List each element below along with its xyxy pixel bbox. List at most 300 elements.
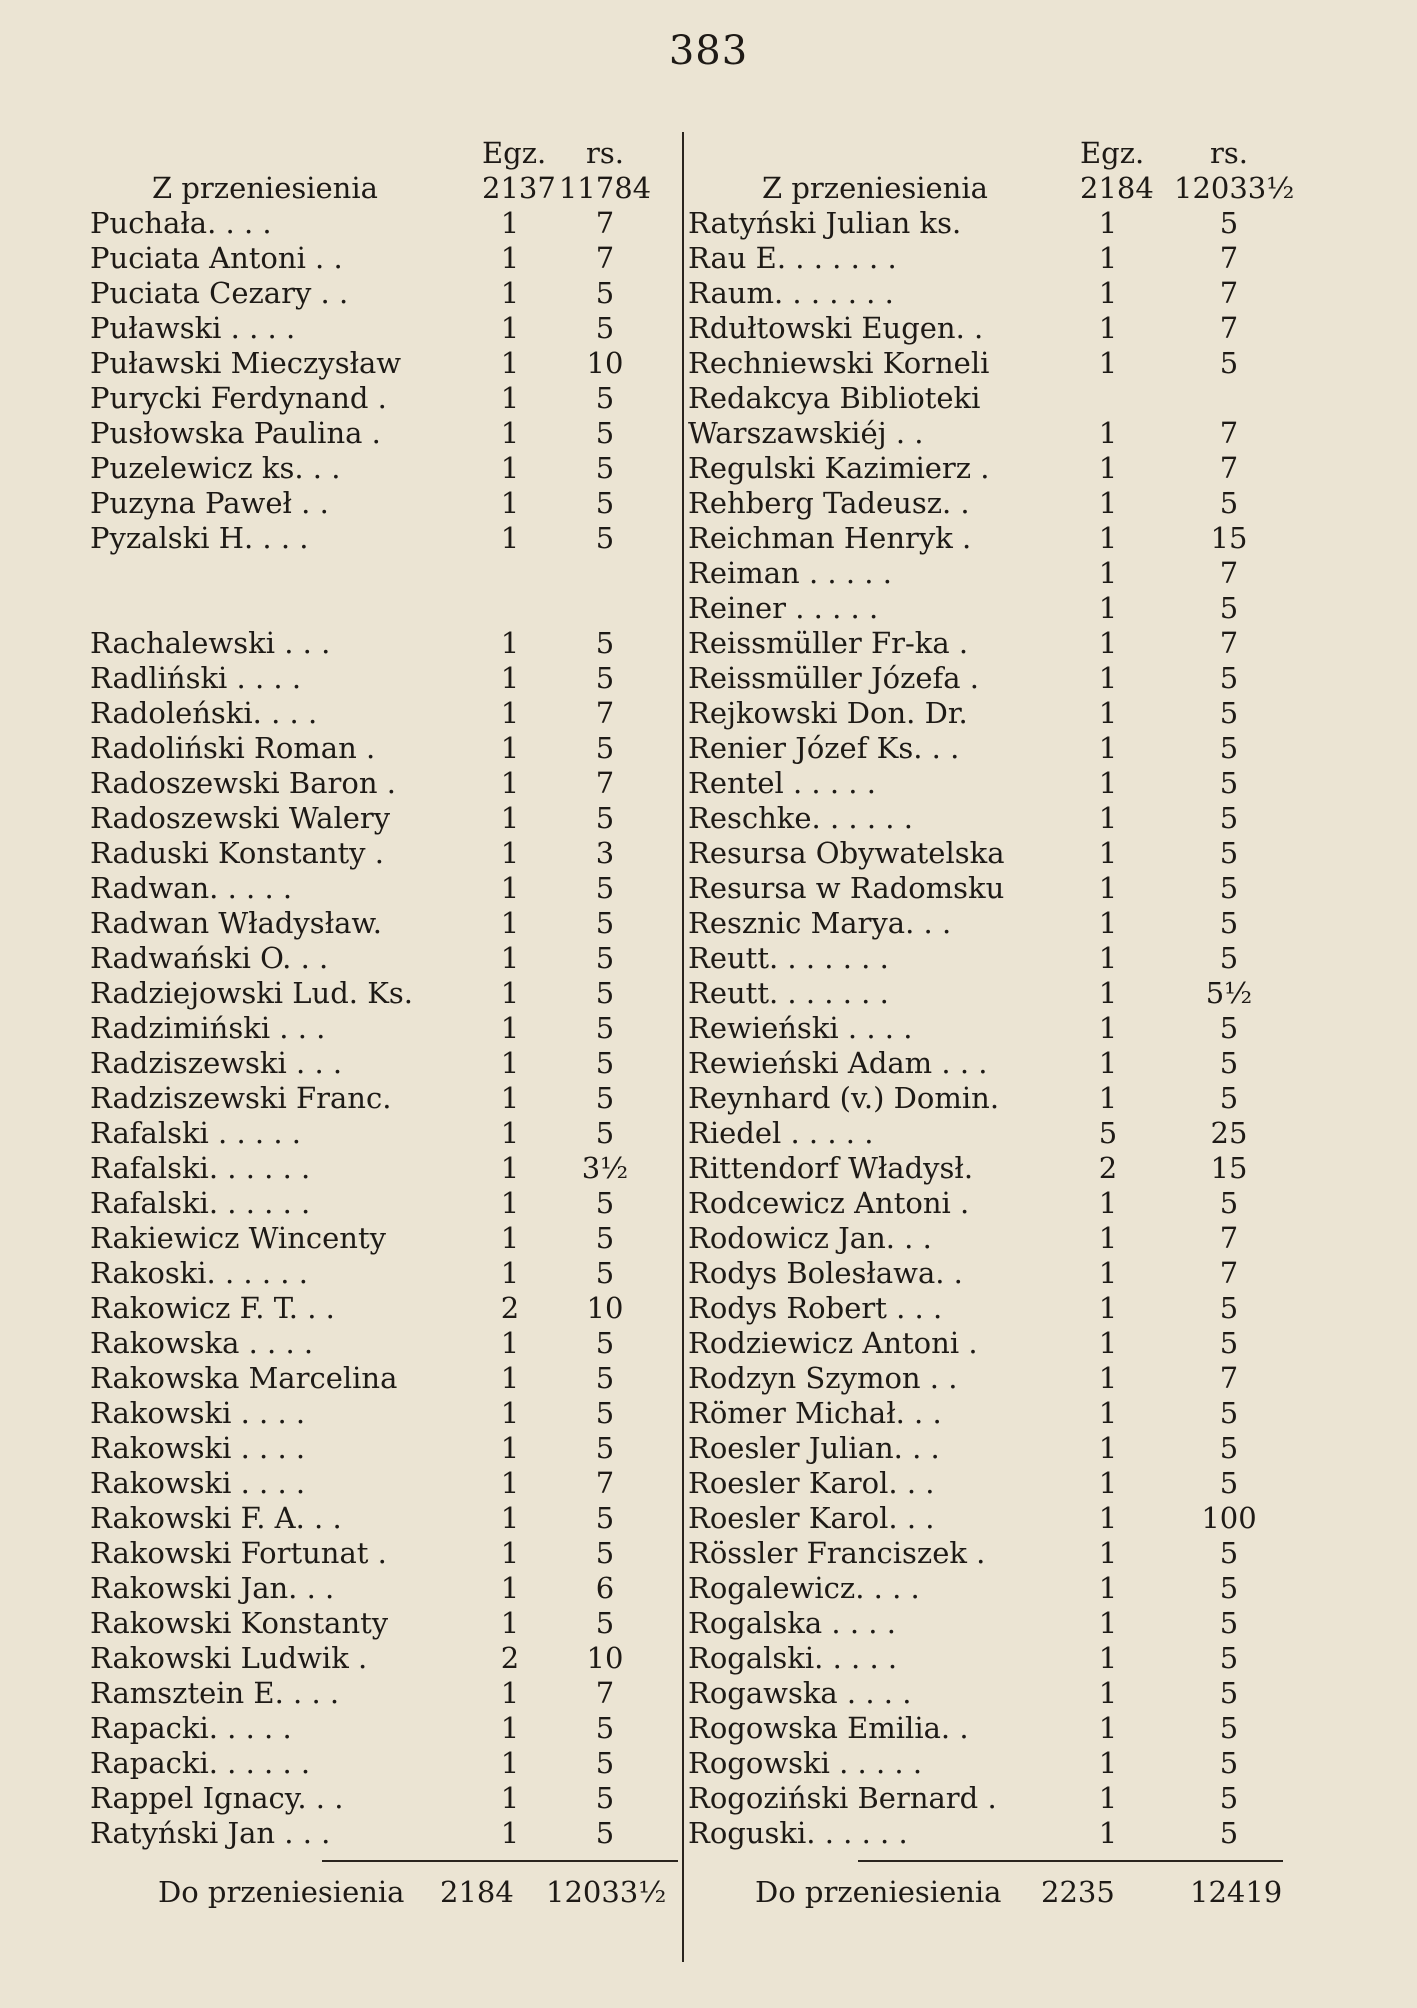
entry-rs: 5: [595, 661, 615, 695]
entry-name: Resursa Obywatelska: [688, 836, 1005, 870]
entry-name: Rapacki. . . . .: [90, 1711, 292, 1745]
entry-egz: 1: [1098, 1256, 1118, 1290]
entry-rs: 5½: [1205, 976, 1253, 1010]
entry-egz: 1: [500, 1746, 520, 1780]
entry-name: Rössler Franciszek .: [688, 1536, 986, 1570]
entry-rs: 6: [595, 1571, 615, 1605]
entry-egz: 1: [500, 1256, 520, 1290]
entry-rs: 5: [595, 1711, 615, 1745]
entry-name: Rakowski . . . .: [90, 1431, 306, 1465]
entry-name: Reichman Henryk .: [688, 521, 972, 555]
entry-rs: 5: [595, 311, 615, 345]
list-item: [90, 381, 675, 416]
entry-egz: 1: [500, 1571, 520, 1605]
list-item: [90, 836, 675, 871]
entry-name: Radwan Władysław.: [90, 906, 382, 940]
entry-name: Rogawska . . . .: [688, 1676, 912, 1710]
entry-egz: 1: [1098, 206, 1118, 240]
entry-rs: 7: [595, 241, 615, 275]
entry-rs: 5: [595, 626, 615, 660]
carry-out-label: Do przeniesienia: [755, 1875, 1002, 1909]
entry-egz: 1: [500, 1186, 520, 1220]
list-item: [688, 1746, 1284, 1781]
entry-rs: 5: [1219, 1711, 1239, 1745]
list-item: [90, 1396, 675, 1431]
column-header: [90, 136, 675, 171]
entry-rs: 5: [595, 731, 615, 765]
entry-egz: 1: [500, 1396, 520, 1430]
list-item: [688, 1711, 1284, 1746]
entry-rs: 5: [595, 276, 615, 310]
list-item: [688, 661, 1284, 696]
entry-name: Rakowicz F. T. . .: [90, 1291, 335, 1325]
entry-egz: 1: [1098, 1676, 1118, 1710]
list-item: [688, 1816, 1284, 1851]
entry-egz: 1: [500, 1046, 520, 1080]
entry-name: Rogalski. . . . .: [688, 1641, 898, 1675]
entry-egz: 1: [1098, 1326, 1118, 1360]
list-item: [688, 941, 1284, 976]
list-item: [90, 241, 675, 276]
entry-egz: 1: [500, 1361, 520, 1395]
list-item: [688, 766, 1284, 801]
list-item: [90, 591, 675, 626]
list-item: [90, 1816, 675, 1851]
entry-egz: 1: [500, 801, 520, 835]
entry-egz: 1: [1098, 311, 1118, 345]
list-item: [90, 1186, 675, 1221]
entry-rs: 5: [595, 1081, 615, 1115]
entry-name: Radwański O. . .: [90, 941, 329, 975]
entry-egz: 1: [1098, 1431, 1118, 1465]
list-item: [688, 1466, 1284, 1501]
entry-rs: 15: [1210, 1151, 1248, 1185]
entry-rs: 5: [1219, 1781, 1239, 1815]
entry-rs: 5: [1219, 1396, 1239, 1430]
entry-rs: 5: [595, 451, 615, 485]
total-rule-right: [858, 1860, 1283, 1862]
list-item: [90, 731, 675, 766]
list-item: [688, 871, 1284, 906]
entry-rs: 5: [1219, 1676, 1239, 1710]
entry-name: Resznic Marya. . .: [688, 906, 952, 940]
list-item: [688, 801, 1284, 836]
list-item: [688, 1641, 1284, 1676]
list-item: [90, 486, 675, 521]
entry-rs: 5: [1219, 346, 1239, 380]
entry-egz: 1: [500, 941, 520, 975]
entry-name: Rakowski . . . .: [90, 1466, 306, 1500]
entry-egz: 1: [500, 871, 520, 905]
entry-egz: 1: [500, 1011, 520, 1045]
entry-rs: 7: [1219, 451, 1239, 485]
entry-egz: 1: [1098, 836, 1118, 870]
entry-name: Radoszewski Walery: [90, 801, 391, 835]
entry-rs: 5: [595, 1536, 615, 1570]
list-item: [90, 1081, 675, 1116]
entry-egz: 1: [1098, 1606, 1118, 1640]
list-item: [688, 1571, 1284, 1606]
entry-rs: 5: [1219, 1186, 1239, 1220]
entry-name: Puzyna Paweł . .: [90, 486, 329, 520]
list-item: [90, 1151, 675, 1186]
column-header: [688, 136, 1284, 171]
entry-rs: 5: [1219, 1606, 1239, 1640]
entry-egz: 1: [1098, 1221, 1118, 1255]
entry-rs: 5: [595, 1116, 615, 1150]
entry-egz: 1: [500, 1676, 520, 1710]
entry-name: Rakowska . . . .: [90, 1326, 314, 1360]
list-item: [688, 1676, 1284, 1711]
entry-rs: 5: [1219, 1571, 1239, 1605]
entry-rs: 5: [1219, 1326, 1239, 1360]
entry-name: Ratyński Julian ks.: [688, 206, 962, 240]
list-item: [90, 1676, 675, 1711]
entry-egz: 1: [500, 731, 520, 765]
entry-rs: 7: [595, 206, 615, 240]
entry-egz: 1: [1098, 1501, 1118, 1535]
entry-rs: 7: [595, 1466, 615, 1500]
list-item: [688, 241, 1284, 276]
list-item: [90, 1326, 675, 1361]
entry-egz: 1: [500, 276, 520, 310]
entry-name: Rittendorf Władysł.: [688, 1151, 974, 1185]
total-rule-left: [322, 1860, 678, 1862]
entry-egz: 1: [500, 836, 520, 870]
list-item: [688, 1501, 1284, 1536]
entry-name: Rodowicz Jan. . .: [688, 1221, 932, 1255]
entry-name: Puciata Antoni . .: [90, 241, 343, 275]
entry-rs: 7: [1219, 556, 1239, 590]
entry-name: Purycki Ferdynand .: [90, 381, 387, 415]
carry-out-egz: 2184: [440, 1875, 514, 1909]
entry-name: Roesler Karol. . .: [688, 1501, 935, 1535]
entry-rs: 5: [595, 1256, 615, 1290]
entry-name: Rafalski . . . . .: [90, 1116, 302, 1150]
entry-egz: 1: [500, 241, 520, 275]
list-item: [688, 1081, 1284, 1116]
list-item: [90, 1781, 675, 1816]
list-item: [688, 451, 1284, 486]
entry-name: Rodziewicz Antoni .: [688, 1326, 978, 1360]
list-item: [90, 801, 675, 836]
entry-egz: 1: [500, 1816, 520, 1850]
list-item: [90, 1256, 675, 1291]
entry-name: Rachalewski . . .: [90, 626, 331, 660]
entry-rs: 5: [1219, 941, 1239, 975]
entry-name: Rogowska Emilia. .: [688, 1711, 969, 1745]
list-item: [90, 1221, 675, 1256]
entry-rs: 5: [595, 871, 615, 905]
entry-rs: 5: [595, 1326, 615, 1360]
list-item: [90, 1046, 675, 1081]
entry-egz: 1: [500, 1326, 520, 1360]
entry-egz: 1: [1098, 276, 1118, 310]
entry-egz: 1: [1098, 521, 1118, 555]
entry-egz: 1: [1098, 1011, 1118, 1045]
entry-egz: 1: [500, 1221, 520, 1255]
entry-name: Römer Michał. . .: [688, 1396, 942, 1430]
list-item: [90, 1746, 675, 1781]
entry-rs: 5: [595, 801, 615, 835]
entry-rs: 5: [595, 521, 615, 555]
list-item: [688, 906, 1284, 941]
entry-rs: 5: [595, 976, 615, 1010]
entry-rs: 5: [1219, 836, 1239, 870]
list-item: [688, 731, 1284, 766]
entry-rs: 5: [595, 1781, 615, 1815]
entry-name: Pyzalski H. . . .: [90, 521, 309, 555]
list-item: [90, 661, 675, 696]
entry-egz: 1: [1098, 451, 1118, 485]
entry-name: Rewieński Adam . . .: [688, 1046, 988, 1080]
list-item: [90, 976, 675, 1011]
entry-name: Reutt. . . . . . .: [688, 976, 889, 1010]
list-item: [90, 1711, 675, 1746]
entry-egz: 1: [500, 1116, 520, 1150]
entry-egz: 1: [500, 1431, 520, 1465]
entry-rs: 5: [595, 381, 615, 415]
entry-name: Puciata Cezary . .: [90, 276, 349, 310]
entry-rs: 5: [1219, 696, 1239, 730]
entry-name: Rakowski . . . .: [90, 1396, 306, 1430]
entry-egz: 1: [500, 206, 520, 240]
entry-name: Reiner . . . . .: [688, 591, 879, 625]
list-item: [688, 1396, 1284, 1431]
carry-out-rs: 12033½: [546, 1875, 667, 1909]
entry-egz: 1: [1098, 556, 1118, 590]
entry-name: Rewieński . . . .: [688, 1011, 913, 1045]
list-item: [688, 1116, 1284, 1151]
entry-egz: 1: [1098, 1711, 1118, 1745]
entry-egz: 1: [1098, 626, 1118, 660]
carry-in-egz: 2137: [482, 171, 556, 205]
entry-name: Rappel Ignacy. . .: [90, 1781, 344, 1815]
entry-name: Roesler Julian. . .: [688, 1431, 940, 1465]
entry-name: Rakowski F. A. . .: [90, 1501, 342, 1535]
entry-egz: 2: [500, 1641, 520, 1675]
entry-name: Radziejowski Lud. Ks.: [90, 976, 413, 1010]
carry-in-row: [90, 171, 675, 206]
entry-rs: 7: [1219, 276, 1239, 310]
list-item: [90, 1011, 675, 1046]
entry-egz: 1: [500, 1501, 520, 1535]
entry-egz: 1: [1098, 1466, 1118, 1500]
list-item: [90, 766, 675, 801]
entry-name: Pusłowska Paulina .: [90, 416, 381, 450]
entry-name: Rentel . . . . .: [688, 766, 876, 800]
entry-name: Puchała. . . .: [90, 206, 272, 240]
entry-egz: 1: [1098, 591, 1118, 625]
entry-name: Rodys Bolesława. .: [688, 1256, 963, 1290]
entry-egz: 5: [1098, 1116, 1118, 1150]
entry-rs: 5: [1219, 1431, 1239, 1465]
list-item: [90, 1466, 675, 1501]
entry-rs: 5: [595, 1501, 615, 1535]
entry-egz: 1: [500, 766, 520, 800]
entry-rs: 5: [595, 1186, 615, 1220]
list-item: [688, 626, 1284, 661]
entry-egz: 1: [500, 1536, 520, 1570]
list-item: [90, 1291, 675, 1326]
entry-egz: 1: [1098, 661, 1118, 695]
entry-egz: 1: [500, 486, 520, 520]
entry-egz: 1: [1098, 1396, 1118, 1430]
entry-rs: 7: [1219, 1256, 1239, 1290]
entry-rs: 5: [1219, 591, 1239, 625]
entry-rs: 5: [1219, 1746, 1239, 1780]
entry-egz: 1: [1098, 871, 1118, 905]
entry-name: Raum. . . . . . .: [688, 276, 894, 310]
entry-name: Rechniewski Korneli: [688, 346, 990, 380]
entry-name: Rakowski Konstanty: [90, 1606, 389, 1640]
entry-rs: 5: [1219, 206, 1239, 240]
entry-egz: 2: [1098, 1151, 1118, 1185]
carry-in-egz: 2184: [1080, 171, 1154, 205]
entry-egz: 1: [1098, 1816, 1118, 1850]
carry-in-row: [688, 171, 1295, 206]
entry-name: Rdułtowski Eugen. .: [688, 311, 984, 345]
list-item: [90, 1536, 675, 1571]
list-item: [688, 1326, 1284, 1361]
entry-rs: 10: [586, 346, 624, 380]
entry-egz: 1: [500, 381, 520, 415]
entry-name: Rakowski Ludwik .: [90, 1641, 368, 1675]
entry-egz: 1: [1098, 1186, 1118, 1220]
list-item: [688, 311, 1284, 346]
entry-name: Renier Józef Ks. . .: [688, 731, 960, 765]
entry-name: Rogoziński Bernard .: [688, 1781, 997, 1815]
column-divider: [682, 132, 684, 1962]
entry-rs: 5: [1219, 1081, 1239, 1115]
entry-name: Reutt. . . . . . .: [688, 941, 889, 975]
entry-egz: 1: [500, 1151, 520, 1185]
entry-rs: 5: [595, 1746, 615, 1780]
entry-name: Reissmüller Fr-ka .: [688, 626, 969, 660]
entry-egz: 1: [500, 626, 520, 660]
entry-rs: 100: [1201, 1501, 1257, 1535]
entry-rs: 5: [1219, 906, 1239, 940]
entry-egz: 1: [1098, 346, 1118, 380]
list-item: [688, 1361, 1284, 1396]
list-item: [90, 1501, 675, 1536]
entry-rs: 7: [1219, 626, 1239, 660]
entry-rs: 5: [595, 416, 615, 450]
entry-egz: 1: [1098, 766, 1118, 800]
entry-rs: 10: [586, 1641, 624, 1675]
list-item: [688, 206, 1284, 241]
entry-egz: 1: [1098, 416, 1118, 450]
entry-rs: 15: [1210, 521, 1248, 555]
list-item: [688, 381, 1284, 416]
entry-rs: 7: [1219, 1221, 1239, 1255]
entry-name: Ratyński Jan . . .: [90, 1816, 331, 1850]
entry-name: Rogalewicz. . . .: [688, 1571, 920, 1605]
entry-name: Radoleński. . . .: [90, 696, 318, 730]
list-item: [688, 346, 1284, 381]
entry-name: Rafalski. . . . . .: [90, 1151, 311, 1185]
entry-rs: 5: [1219, 731, 1239, 765]
entry-name: Rakoski. . . . . .: [90, 1256, 308, 1290]
entry-rs: 5: [1219, 661, 1239, 695]
entry-rs: 5: [1219, 1011, 1239, 1045]
entry-name: Rejkowski Don. Dr.: [688, 696, 968, 730]
list-item: [688, 976, 1284, 1011]
entry-name: Roesler Karol. . .: [688, 1466, 935, 1500]
entry-name: Rapacki. . . . . .: [90, 1746, 311, 1780]
list-item: [90, 451, 675, 486]
entry-egz: 1: [1098, 906, 1118, 940]
carry-out-label: Do przeniesienia: [158, 1875, 405, 1909]
list-item: [688, 1256, 1284, 1291]
list-item: [90, 696, 675, 731]
entry-egz: 1: [1098, 1046, 1118, 1080]
list-item: [688, 416, 1284, 451]
entry-egz: 1: [500, 451, 520, 485]
entry-rs: 5: [595, 1816, 615, 1850]
list-item: [90, 1431, 675, 1466]
entry-name: Radoliński Roman .: [90, 731, 376, 765]
carry-in-rs: 12033½: [1174, 171, 1295, 205]
entry-egz: 1: [500, 521, 520, 555]
entry-name: Rafalski. . . . . .: [90, 1186, 311, 1220]
entry-egz: 1: [1098, 1361, 1118, 1395]
left-column: [90, 136, 675, 1851]
entry-name: Reynhard (v.) Domin.: [688, 1081, 1000, 1115]
entry-egz: 1: [1098, 1641, 1118, 1675]
list-item: [90, 871, 675, 906]
entry-name: Radliński . . . .: [90, 661, 302, 695]
entry-egz: 1: [500, 696, 520, 730]
list-item: [688, 556, 1284, 591]
entry-rs: 5: [595, 941, 615, 975]
entry-egz: 1: [1098, 1746, 1118, 1780]
list-item: [688, 1291, 1284, 1326]
entry-name: Rakowski Fortunat .: [90, 1536, 387, 1570]
entry-name: Rodys Robert . . .: [688, 1291, 943, 1325]
list-item: [688, 1011, 1284, 1046]
list-item: [90, 206, 675, 241]
list-item: [90, 941, 675, 976]
entry-egz: 1: [500, 906, 520, 940]
list-item: [688, 1536, 1284, 1571]
entry-rs: 5: [1219, 1466, 1239, 1500]
list-item: [90, 626, 675, 661]
entry-rs: 5: [1219, 1046, 1239, 1080]
list-item: [90, 346, 675, 381]
entry-rs: 5: [595, 1221, 615, 1255]
entry-egz: 1: [500, 1606, 520, 1640]
entry-name: Puławski Mieczysław: [90, 346, 402, 380]
entry-egz: 1: [1098, 1081, 1118, 1115]
header-egz: Egz.: [482, 136, 547, 170]
entry-rs: 7: [1219, 311, 1239, 345]
entry-name: Roguski. . . . . .: [688, 1816, 908, 1850]
entry-rs: 7: [595, 696, 615, 730]
entry-egz: 1: [1098, 486, 1118, 520]
entry-egz: 1: [1098, 976, 1118, 1010]
entry-egz: 1: [1098, 241, 1118, 275]
entry-name: Puławski . . . .: [90, 311, 296, 345]
entry-egz: 1: [500, 1711, 520, 1745]
entry-rs: 5: [595, 1361, 615, 1395]
entry-rs: 5: [1219, 766, 1239, 800]
carry-in-label: Z przeniesienia: [152, 171, 378, 205]
entry-name: Riedel . . . . .: [688, 1116, 874, 1150]
entry-rs: 5: [1219, 1291, 1239, 1325]
entry-egz: 2: [500, 1291, 520, 1325]
entry-rs: 5: [595, 1396, 615, 1430]
